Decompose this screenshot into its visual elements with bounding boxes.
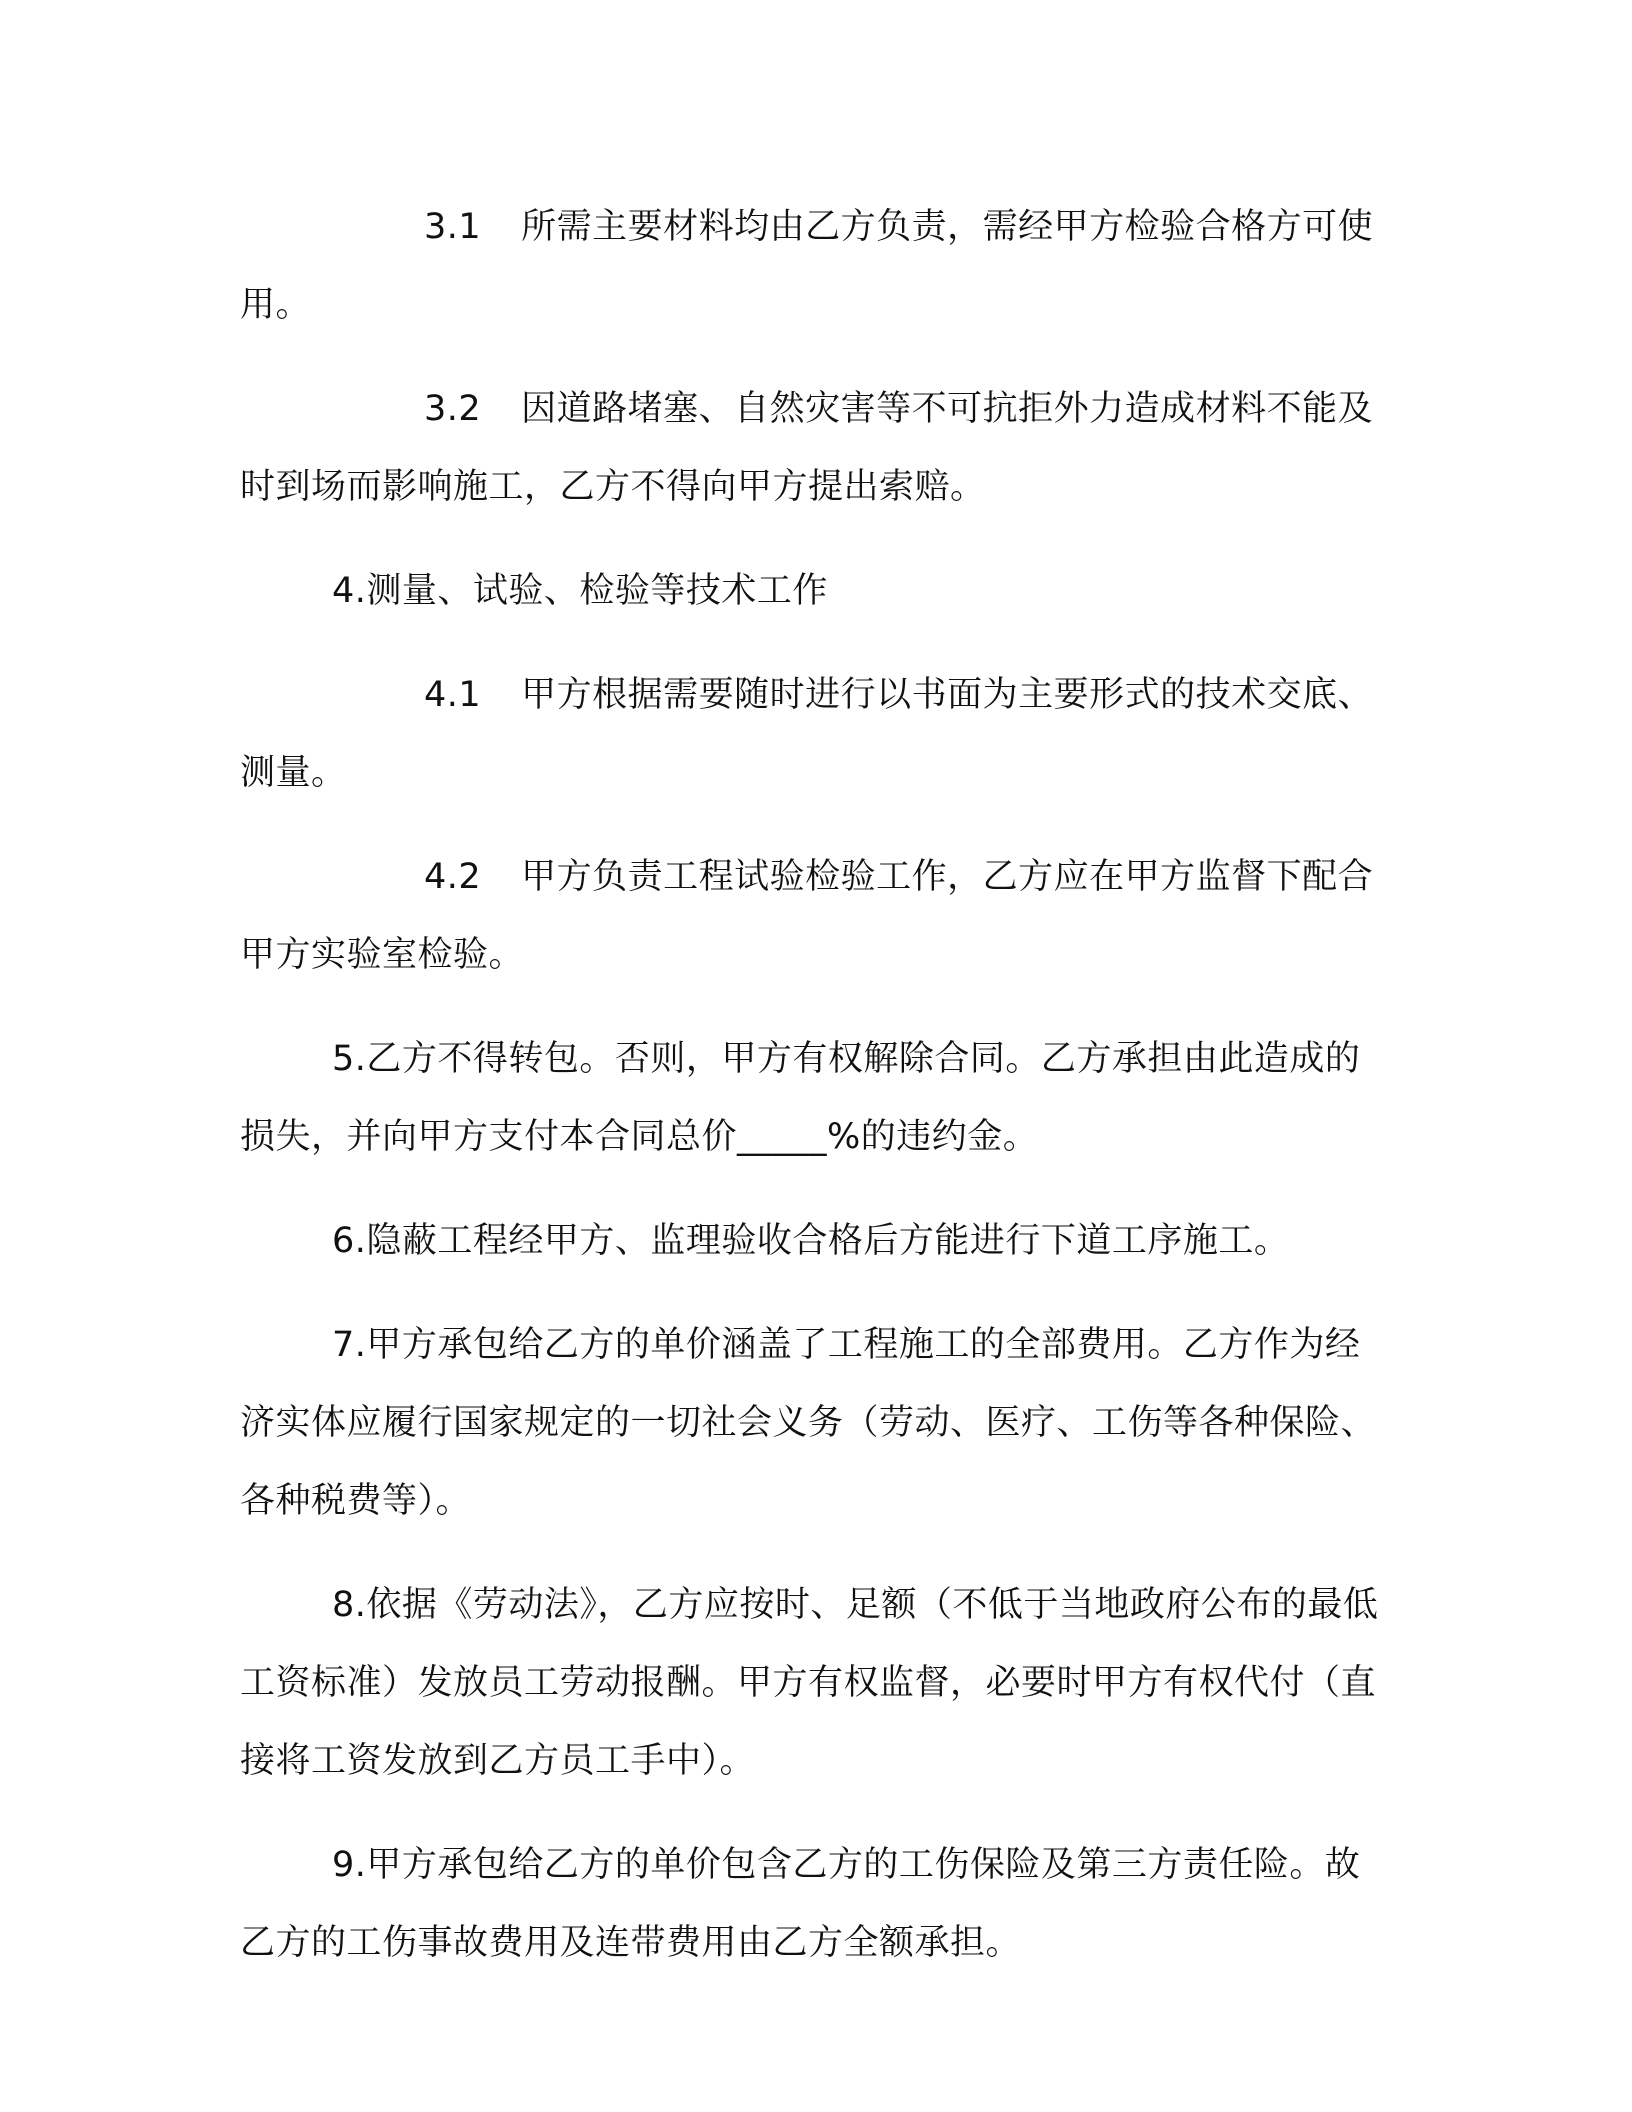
clause-6	[240, 1202, 1380, 1280]
clause-4-1	[240, 656, 1380, 812]
clause-text: 8.依据《劳动法》，乙方应按时、足额（不低于当地政府公布的最低工资标准）发放员工劳动报酬。甲方有权监督，必要时甲方有权代付（直接将工资发放到乙方员工手中）。	[240, 1585, 1379, 1781]
clause-3-1	[240, 188, 1380, 344]
clause-text: 所需主要材料均由乙方负责，需经甲方检验合格方可使用。	[240, 207, 1374, 325]
clause-text: 9.甲方承包给乙方的单价包含乙方的工伤保险及第三方责任险。故乙方的工伤事故费用及连带费用由乙方全额承担。	[240, 1845, 1361, 1963]
clause-7	[240, 1306, 1380, 1540]
clause-number: 3.1	[424, 207, 482, 247]
clause-text: 因道路堵塞、自然灾害等不可抗拒外力造成材料不能及时到场而影响施工，乙方不得向甲方提出索赔。	[240, 389, 1374, 507]
clause-text: 4.测量、试验、检验等技术工作	[332, 571, 828, 611]
clause-number: 3.2	[424, 389, 482, 429]
clause-text: 甲方根据需要随时进行以书面为主要形式的技术交底、测量。	[240, 675, 1374, 793]
clause-number: 4.1	[424, 675, 482, 715]
clause-text: 5.乙方不得转包。否则，甲方有权解除合同。乙方承担由此造成的损失，并向甲方支付本合同总价_____%的违约金。	[240, 1039, 1361, 1157]
clause-text: 6.隐蔽工程经甲方、监理验收合格后方能进行下道工序施工。	[332, 1221, 1290, 1261]
clause-4-2	[240, 838, 1380, 994]
clause-number: 4.2	[424, 857, 482, 897]
clause-4-heading	[240, 552, 1380, 630]
clause-8	[240, 1566, 1380, 1800]
clause-text: 甲方负责工程试验检验工作，乙方应在甲方监督下配合甲方实验室检验。	[240, 857, 1374, 975]
clause-9	[240, 1826, 1380, 1982]
clause-3-2	[240, 370, 1380, 526]
clause-text: 7.甲方承包给乙方的单价涵盖了工程施工的全部费用。乙方作为经济实体应履行国家规定的一切社会义务（劳动、医疗、工伤等各种保险、各种税费等）。	[240, 1325, 1377, 1521]
clause-5	[240, 1020, 1380, 1176]
document-page	[240, 188, 1380, 2008]
